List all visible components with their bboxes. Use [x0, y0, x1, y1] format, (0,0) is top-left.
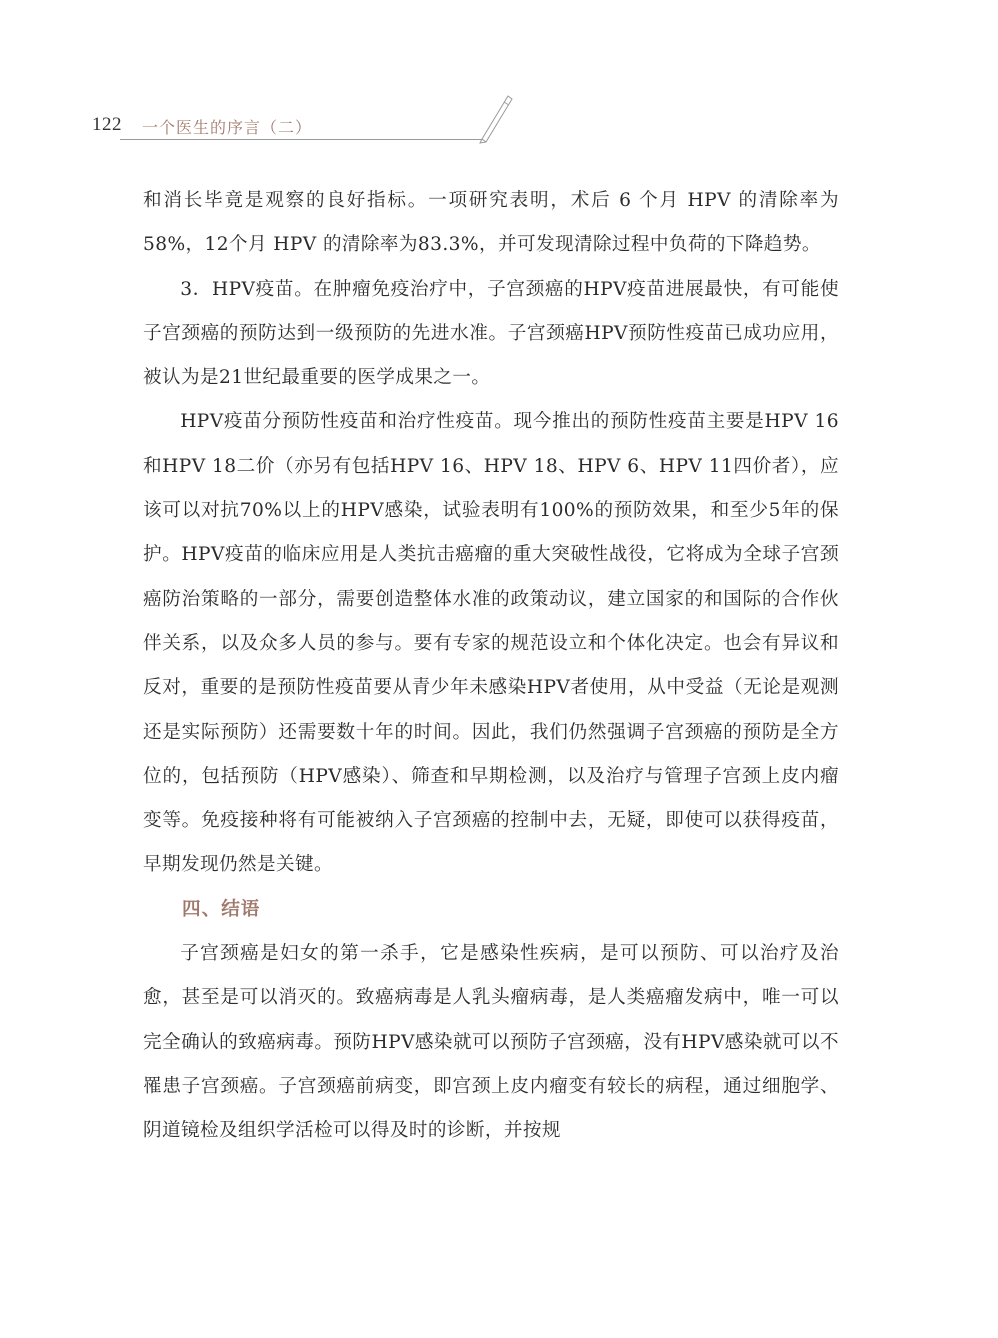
- paragraph: 和消长毕竟是观察的良好指标。一项研究表明，术后 6 个月 HPV 的清除率为58%，12个月 HPV 的清除率为83.3%，并可发现清除过程中负荷的下降趋势。: [143, 190, 839, 256]
- running-title: 一个医生的序言（二）: [142, 118, 313, 137]
- page-body: [143, 179, 839, 1154]
- running-header: [92, 112, 512, 142]
- paragraph: 3．HPV疫苗。在肿瘤免疫治疗中，子宫颈癌的HPV疫苗进展最快，有可能使子宫颈癌的预防达到一级预防的先进水准。子宫颈癌HPV预防性疫苗已成功应用，被认为是21世纪最重要的医学成果之一。: [143, 278, 839, 389]
- pen-icon: [478, 92, 514, 144]
- header-rule: [120, 139, 482, 140]
- section-heading: 四、结语: [182, 898, 261, 920]
- page-number: 122: [92, 114, 122, 135]
- paragraph: 子宫颈癌是妇女的第一杀手，它是感染性疾病，是可以预防、可以治疗及治愈，甚至是可以消灭的。致癌病毒是人乳头瘤病毒，是人类癌瘤发病中，唯一可以完全确认的致癌病毒。预防HPV感染就可以预防子宫颈癌，没有HPV感染就可以不罹患子宫颈癌。子宫颈癌前病变，即宫颈上皮内瘤变有较长的病程，通过细胞学、阴道镜检及组织学活检可以得及时的诊断，并按规: [143, 943, 839, 1142]
- paragraph: HPV疫苗分预防性疫苗和治疗性疫苗。现今推出的预防性疫苗主要是HPV 16和HPV 18二价（亦另有包括HPV 16、HPV 18、HPV 6、HPV 11四价者），应该可以对抗70%以上的HPV感染，试验表明有100%的预防效果，和至少5年的保护。HPV疫苗的临床应用是人类抗击癌瘤的重大突破性战役，它将成为全球子宫颈癌防治策略的一部分，需要创造整体水准的政策动议，建立国家的和国际的合作伙伴关系，以及众多人员的参与。要有专家的规范设立和个体化决定。也会有异议和反对，重要的是预防性疫苗要从青少年未感染HPV者使用，从中受益（无论是观测还是实际预防）还需要数十年的时间。因此，我们仍然强调子宫颈癌的预防是全方位的，包括预防（HPV感染）、筛查和早期检测，以及治疗与管理子宫颈上皮内瘤变等。免疫接种将有可能被纳入子宫颈癌的控制中去，无疑，即使可以获得疫苗，早期发现仍然是关键。: [143, 411, 839, 876]
